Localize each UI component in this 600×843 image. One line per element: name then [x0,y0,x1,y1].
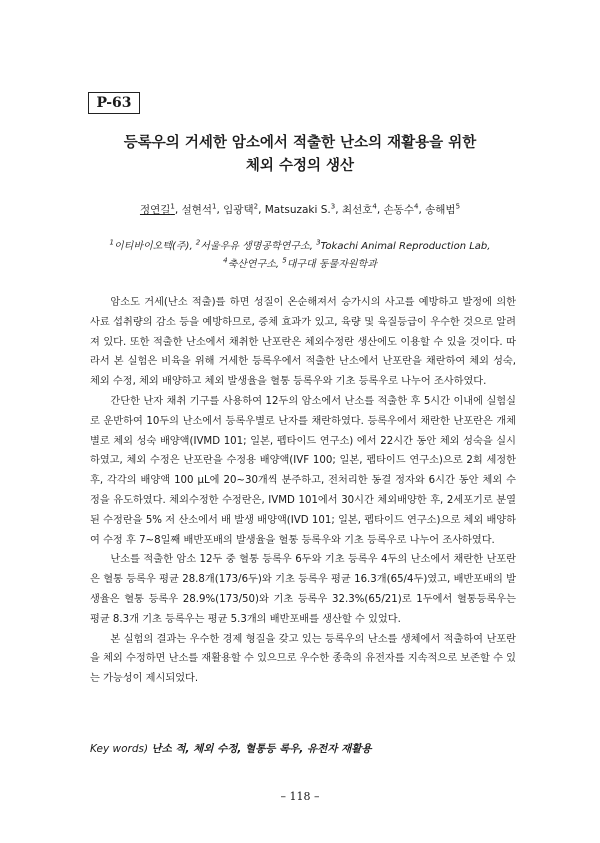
affiliation-line-1 [60,238,540,256]
page-number: – 118 – [280,790,320,803]
affiliation-1: $^1$이티바이오텍(주), [109,238,196,252]
paper-title [60,132,540,178]
affiliation-4: $^4$축산연구소, [223,256,283,270]
affiliation-5: $^5$대구대 동물자원학과 [282,256,377,270]
paragraph-2: 간단한 난자 채취 기구를 사용하여 12두의 암소에서 난소를 적출한 후 5시간 이내에 실험실로 운반하여 10두의 난소에서 등록우별로 난자를 채란하였다. 등록우에서 채란한 난포란은 개체별로 체외 성숙 배양액(IVMD 101; 일본, 펩타이드 연구소) 에서 22시간 동안 체외 성숙을 실시하였고, 체외 수정은 난포란을 수정용 배양액(IVF 100; 일본, 펩타이드 연구소)으로 2회 세정한 후, 각각의 배양액 100 μL에 20~30개씩 분주하고, 전처리한 동결 정자와 6시간 동안 체외 수정을 유도하였다. 체외수정한 수정란은, IVMD 101에서 30시간 체외배양한 후, 2세포기로 분열된 수정란을 5% 저 산소에서 배 발생 배양액(IVD 101; 일본, 펩타이드 연구소)으로 체외 배양하여 수정 후 7~8일째 배반포배의 발생율을 혈통 등록우와 기초 등록우로 나누어 조사하였다. [90,395,516,546]
author-5: 최선호$^4$ [341,202,377,216]
affiliation-3: $^3$Tokachi Animal Reproduction Lab, [316,238,491,252]
author-3: 임광택$^2$ [223,202,259,216]
affiliations [60,238,540,274]
author-7: 송해범$^5$ [425,202,461,216]
title-line-2: 체외 수정의 생산 [245,158,355,174]
paragraph-1: 암소도 거세(난소 적출)를 하면 성질이 온순해져서 승가시의 사고를 예방하고 발정에 의한 사료 섭취량의 감소 등을 예방하므로, 증체 효과가 있고, 육량 및 육질등급이 우수한 것으로 알려져 있다. 또한 적출한 난소에서 채취한 난포란은 체외수정란 생산에도 이용할 수 있을 것이다. 따라서 본 실험은 비육을 위해 거세한 등록우에서 적출한 난소에서 난포란을 채란하여 체외 성숙, 체외 수정, 체외 배양하고 체외 발생율을 혈통 등록우와 기초 등록우로 나누어 조사하였다. [90,297,516,388]
keywords [90,741,520,756]
keywords-label: Key words) [90,743,152,755]
author-list: 정연길$^1$, 설현석$^1$, 임광택$^2$, Matsuzaki S.$^3$, 최선호$^4$, 손동수$^4$, 송해범$^5$ [139,202,461,216]
author-1: 정연길$^1$ [139,202,175,216]
author-4: Matsuzaki S.$^3$ [264,202,336,216]
author-6: 손동수$^4$ [383,202,419,216]
paragraph-4: 본 실험의 결과는 우수한 경제 형질을 갖고 있는 등록우의 난소를 생체에서 적출하여 난포란을 체외 수정하면 난소를 재활용할 수 있으므로 우수한 종축의 유전자를 지속적으로 보존할 수 있는 가능성이 제시되었다. [90,633,516,685]
title-line-1: 등록우의 거세한 암소에서 적출한 난소의 재활용을 위한 [123,135,477,151]
abstract-body [90,293,516,689]
paragraph-3: 난소를 적출한 암소 12두 중 혈통 등록우 6두와 기초 등록우 4두의 난소에서 채란한 난포란은 혈통 등록우 평균 28.8개(173/6두)와 기초 등록우 평균 16.3개(65/4두)였고, 배반포배의 발생율은 혈통 등록우 28.9%(173/50)와 기초 등록우 32.3%(65/21)로 1두에서 혈통등록우는 평균 8.3개 기초 등록우는 평균 5.3개의 배반포배를 생산할 수 있었다. [90,554,516,625]
author-2: 설현석$^1$ [181,202,217,216]
poster-id: P-63 [88,92,140,114]
affiliation-2: $^2$서울우유 생명공학연구소, [195,238,317,252]
affiliation-line-2 [60,256,540,274]
keywords-list: 난소 적, 체외 수정, 혈통등 록우, 유전자 재활용 [151,743,372,755]
